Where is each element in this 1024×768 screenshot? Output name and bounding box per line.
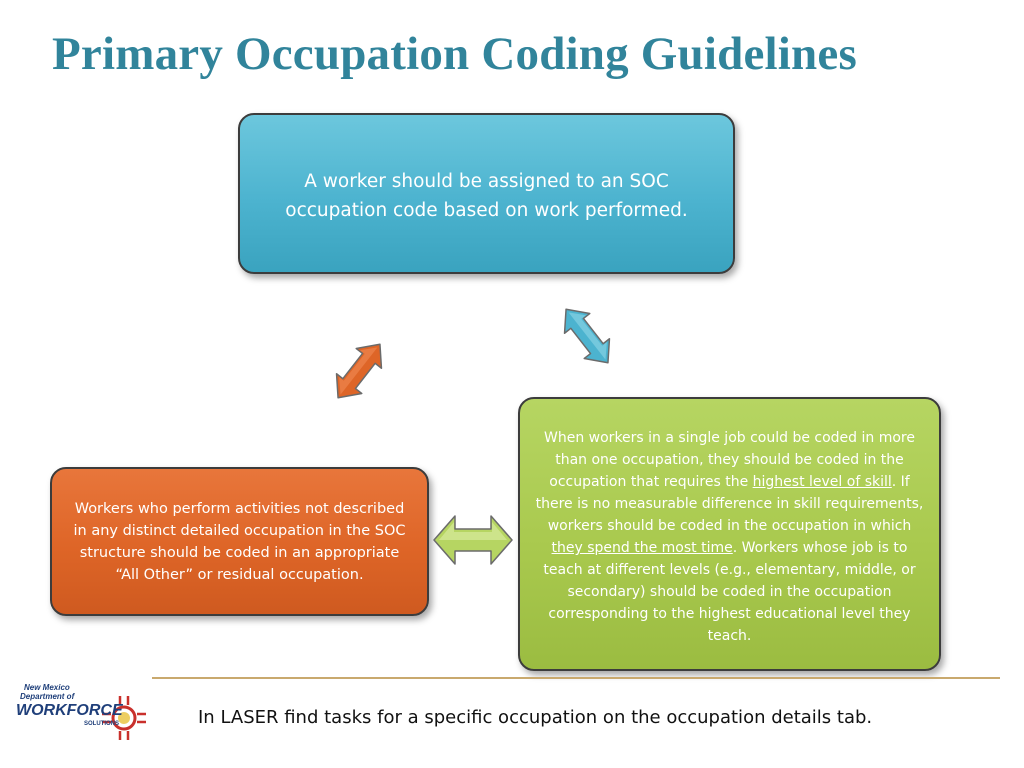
top-box-text: A worker should be assigned to an SOC occupation code based on work performed. [285, 171, 688, 221]
orange-double-arrow-icon [322, 334, 396, 408]
logo-line-4: SOLUTIONS [84, 721, 120, 727]
footer-divider [152, 677, 1000, 679]
left-box-text: Workers who perform activities not described in any distinct detailed occupation in the SOC structure should be coded in an appropriate “All Other” or residual occupation. [73, 500, 406, 583]
page-title: Primary Occupation Coding Guidelines [52, 28, 857, 80]
logo-line-1: New Mexico [24, 683, 70, 692]
right-box-text [532, 427, 927, 647]
top-box-work-performed [238, 113, 735, 274]
right-box-text-part3: . Workers whose job is to teach at different levels (e.g., elementary, middle, or secondary) should be coded in the occupation corresponding to the highest educational level they teach. [543, 540, 916, 644]
right-box-text-part2: . If there is no measurable difference in skill requirements, workers should be coded in the occupation in which [535, 474, 924, 534]
right-box-text-part1: When workers in a single job could be coded in more than one occupation, they should be coded in the occupation that requires the [544, 430, 915, 490]
highest-skill-emphasis: highest level of skill [752, 474, 892, 490]
right-box-highest-skill [518, 397, 941, 671]
blue-double-arrow-icon [550, 299, 624, 373]
logo-line-2: Department of [20, 692, 75, 701]
workforce-solutions-logo [14, 678, 156, 748]
logo-line-3: WORKFORCE [16, 702, 123, 719]
most-time-emphasis: they spend the most time [551, 540, 733, 556]
green-double-arrow-icon [431, 512, 515, 568]
left-box-all-other [50, 467, 429, 616]
footer-note: In LASER find tasks for a specific occupation on the occupation details tab. [198, 707, 873, 728]
